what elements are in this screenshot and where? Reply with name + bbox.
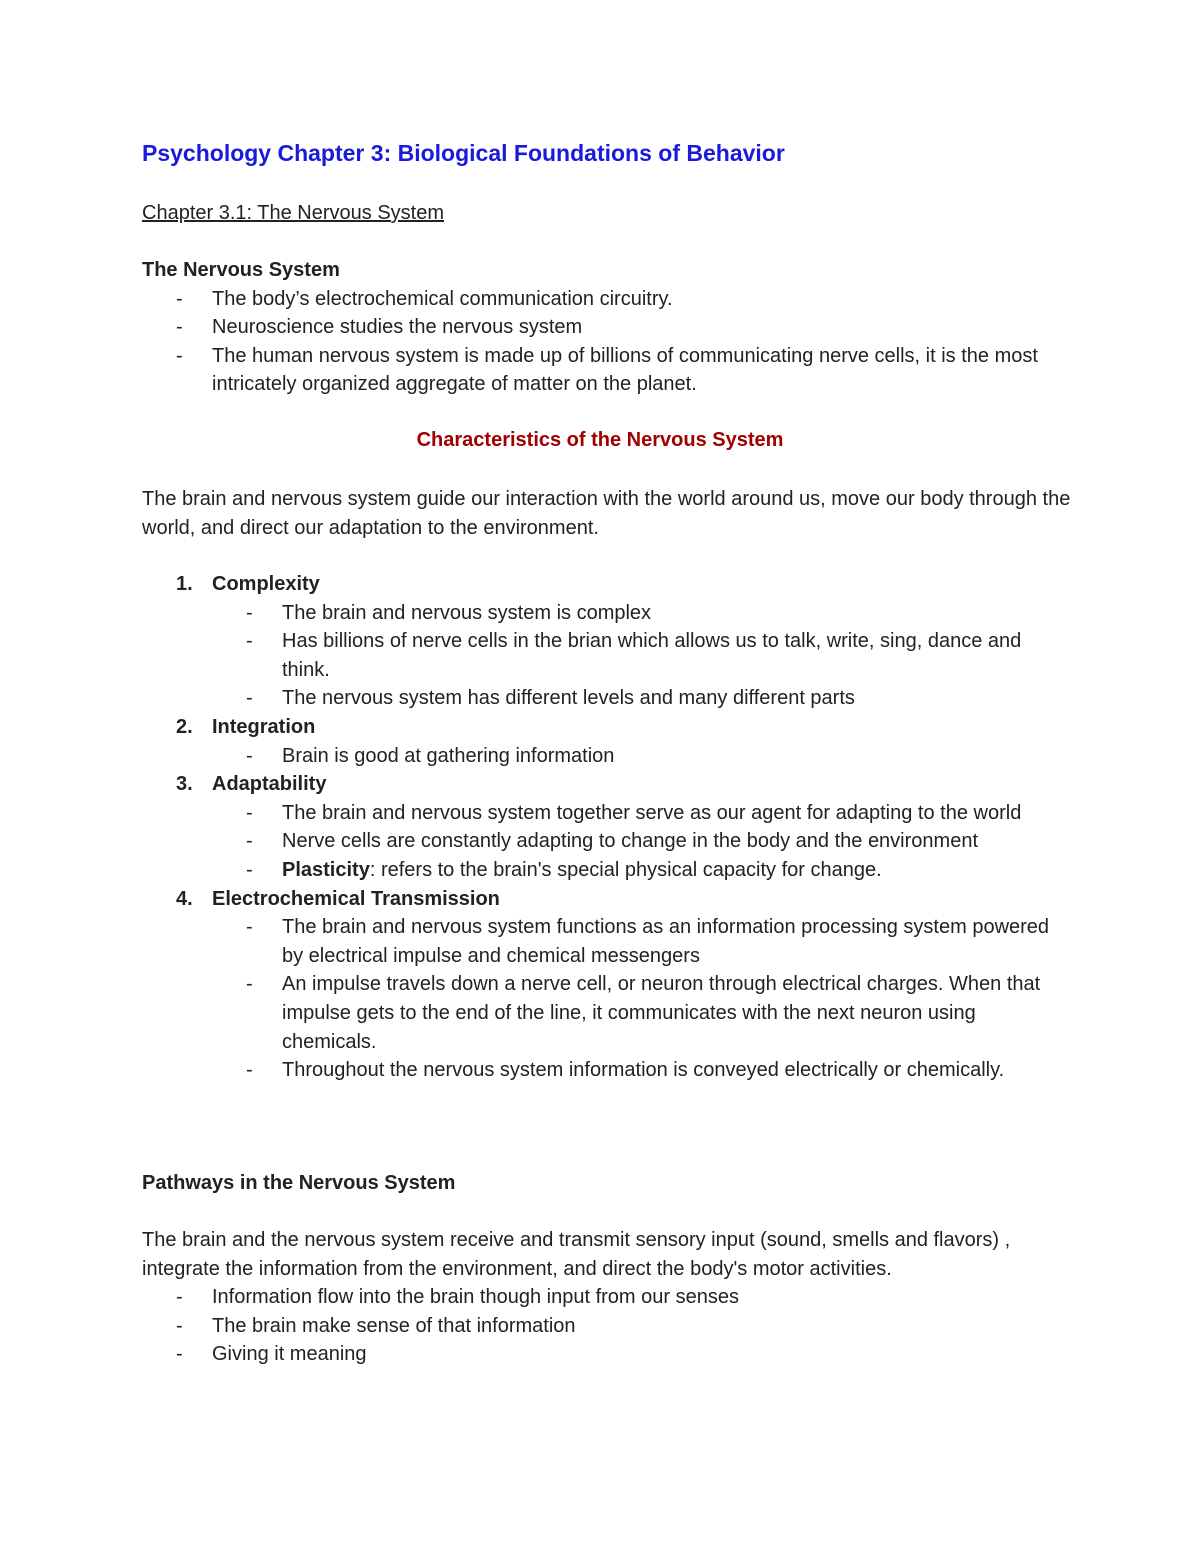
pathways-list: [142, 1283, 1072, 1369]
list-item: - Neuroscience studies the nervous system: [142, 313, 1072, 342]
list-item: - The nervous system has different levels and many different parts: [212, 684, 1072, 713]
item-bullets: [212, 913, 1072, 1085]
nervous-system-heading: The Nervous System: [142, 259, 340, 281]
item-number: 4.: [176, 887, 193, 910]
characteristic-item-complexity: [142, 570, 1072, 713]
list-item: - An impulse travels down a nerve cell, or neuron through electrical charges. When that impulse gets to the end of the line, it communicates with the next neuron using chemicals.: [212, 970, 1072, 1056]
item-title: Adaptability: [212, 773, 327, 796]
item-number: 1.: [176, 573, 193, 595]
list-item: - The brain make sense of that information: [142, 1312, 1072, 1341]
list-item: - The brain and nervous system is complex: [212, 599, 1072, 628]
section-title: Chapter 3.1: The Nervous System: [142, 202, 444, 224]
item-bullets: [212, 742, 1072, 771]
characteristics-intro: The brain and nervous system guide our interaction with the world around us, move our body through the world, and direct our adaptation to the environment.: [142, 488, 1071, 539]
list-item: - The brain and nervous system together serve as our agent for adapting to the world: [212, 799, 1072, 828]
item-bullets: [212, 799, 1072, 885]
characteristic-item-integration: [142, 713, 1072, 770]
characteristics-list: [142, 570, 1072, 1085]
list-item: - The human nervous system is made up of billions of communicating nerve cells, it is the most intricately organized aggregate of matter on the planet.: [142, 342, 1072, 399]
plasticity-definition: : refers to the brain's special physical capacity for change.: [369, 858, 882, 881]
list-item: - Has billions of nerve cells in the brian which allows us to talk, write, sing, dance and think.: [212, 627, 1072, 684]
document-title: Psychology Chapter 3: Biological Foundations of Behavior: [142, 140, 785, 166]
characteristic-item-electrochemical: [142, 885, 1072, 1085]
pathways-heading: Pathways in the Nervous System: [142, 1172, 456, 1194]
list-item: - Giving it meaning: [142, 1340, 1072, 1369]
nervous-system-section: [142, 256, 1072, 399]
characteristic-item-adaptability: [142, 770, 1072, 884]
item-title: Complexity: [212, 573, 320, 595]
list-item: - Brain is good at gathering information: [212, 742, 1072, 771]
item-title: Integration: [212, 715, 316, 738]
pathways-section: [142, 1169, 1072, 1198]
list-item: - Nerve cells are constantly adapting to change in the body and the environment: [212, 827, 1072, 856]
item-title: Electrochemical Transmission: [212, 887, 500, 910]
list-item: - The brain and nervous system functions as an information processing system powered by electrical impulse and chemical messengers: [212, 913, 1072, 970]
item-number: 3.: [176, 773, 193, 796]
item-bullets: [212, 599, 1072, 713]
list-item: - Throughout the nervous system information is conveyed electrically or chemically.: [212, 1056, 1072, 1085]
characteristics-heading: Characteristics of the Nervous System: [416, 429, 784, 451]
characteristics-section: [142, 570, 1072, 1085]
list-item: - Information flow into the brain though input from our senses: [142, 1283, 1072, 1312]
list-item-plasticity: [212, 856, 1072, 885]
pathways-body: [142, 1226, 1072, 1369]
item-number: 2.: [176, 715, 193, 738]
list-item: - The body’s electrochemical communication circuitry.: [142, 285, 1072, 314]
pathways-intro: The brain and the nervous system receive and transmit sensory input (sound, smells and flavors) , integrate the information from the environment, and direct the body's motor activities.: [142, 1229, 1011, 1280]
nervous-system-list: [142, 285, 1072, 399]
plasticity-term: Plasticity: [282, 858, 370, 881]
